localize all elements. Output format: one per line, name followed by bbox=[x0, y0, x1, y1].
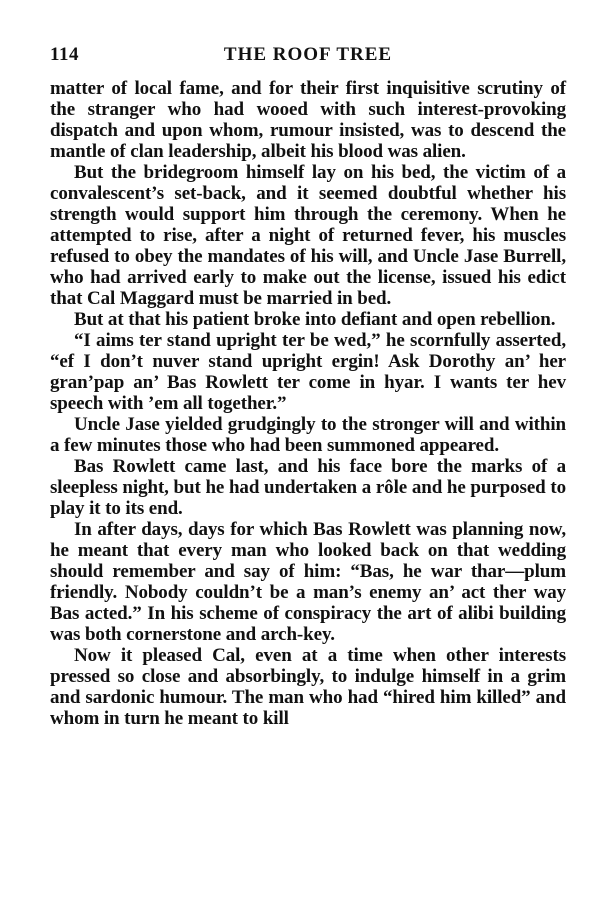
paragraph-7: In after days, days for which Bas Rowlett was planning now, he meant that every man who looked back on that wedding should remember and say of him: “Bas, he war thar—plum friendly. Nobody couldn’t be a man’s enemy an’ act ther way Bas acted.” In his scheme of conspiracy the art of alibi building was both cornerstone and arch-key. bbox=[50, 519, 566, 645]
paragraph-6: Bas Rowlett came last, and his face bore the marks of a sleepless night, but he had undertaken a rôle and he purposed to play it to its end. bbox=[50, 456, 566, 519]
paragraph-5: Uncle Jase yielded grudgingly to the stronger will and within a few minutes those who had been summoned appeared. bbox=[50, 414, 566, 456]
running-head: THE ROOF TREE bbox=[223, 44, 393, 65]
paragraph-8: Now it pleased Cal, even at a time when other interests pressed so close and absorbingly, to indulge himself in a grim and sardonic humour. The man who had “hired him killed” and whom in turn he meant to kill bbox=[50, 645, 566, 729]
paragraph-4: “I aims ter stand upright ter be wed,” he scornfully asserted, “ef I don’t nuver stand upright ergin! Ask Dorothy an’ her gran’pap an’ Bas Rowlett ter come in hyar. I wants ter hev speech with ’em all together.” bbox=[50, 330, 566, 414]
paragraph-2: But the bridegroom himself lay on his bed, the victim of a convalescent’s set-back, and it seemed doubtful whether his strength would support him through the ceremony. When he attempted to rise, after a night of returned fever, his muscles refused to obey the mandates of his will, and Uncle Jase Burrell, who had arrived early to make out the license, issued his edict that Cal Maggard must be married in bed. bbox=[50, 162, 566, 309]
page-number: 114 bbox=[50, 44, 79, 65]
paragraph-3: But at that his patient broke into defiant and open rebellion. bbox=[74, 309, 556, 330]
book-page bbox=[50, 44, 566, 729]
page-header bbox=[50, 44, 566, 68]
paragraph-1: matter of local fame, and for their first inquisitive scrutiny of the stranger who had wooed with such interest-provoking dispatch and upon whom, rumour insisted, was to descend the mantle of clan leadership, albeit his blood was alien. bbox=[50, 78, 566, 162]
body-text bbox=[50, 78, 566, 729]
